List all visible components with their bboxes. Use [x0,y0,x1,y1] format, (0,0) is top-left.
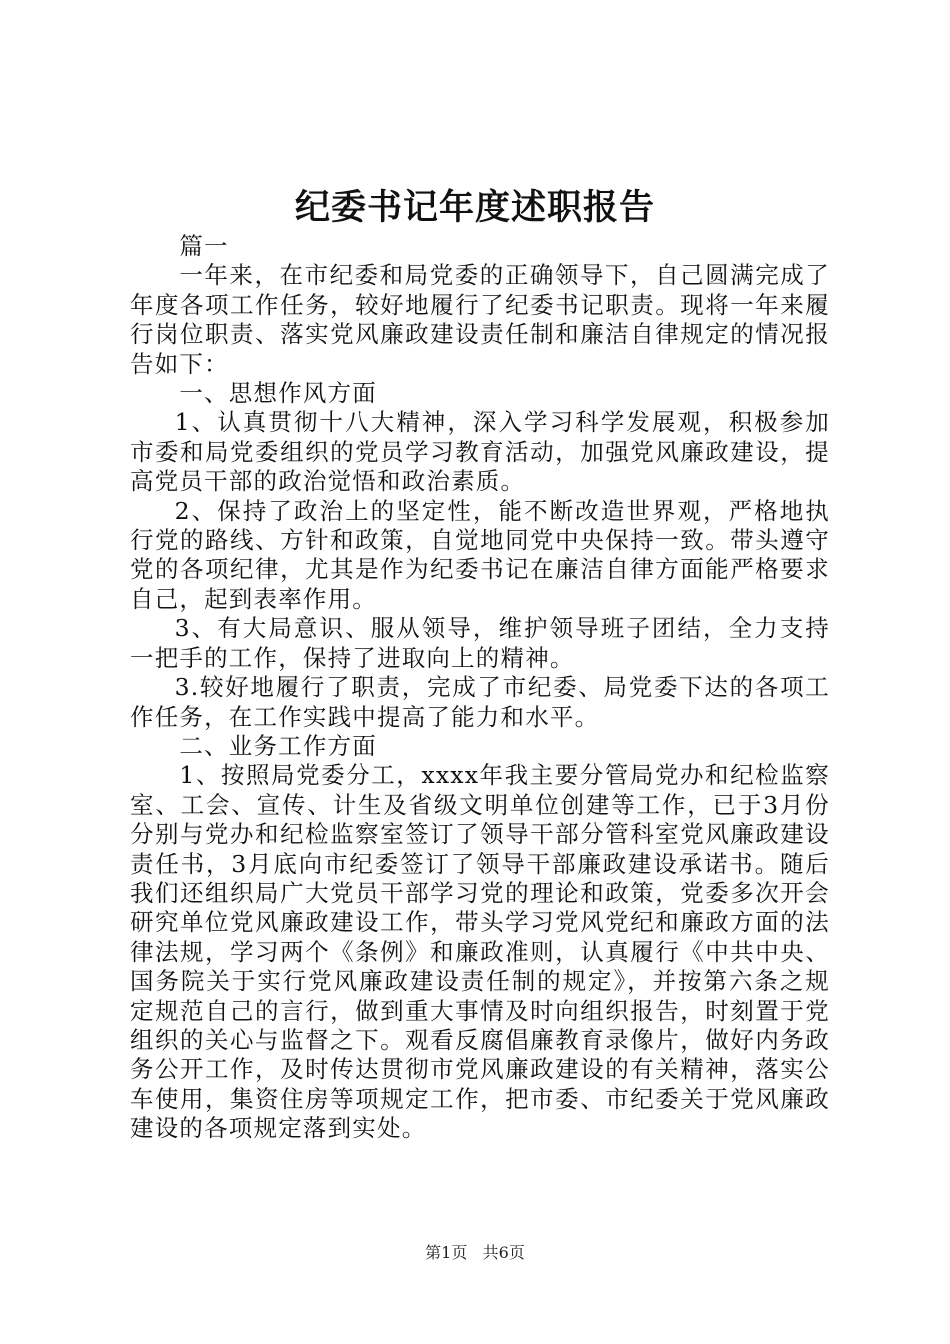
page-separator [472,1243,477,1262]
section-label: 篇一 [179,232,229,260]
intro-paragraph: 一年来，在市纪委和局党委的正确领导下，自己圆满完成了年度各项工作任务，较好地履行了纪委书记职责。现将一年来履行岗位职责、落实党风廉政建设责任制和廉洁自律规定的情况报告如下： [130,261,830,378]
paragraph-item-1: 1、认真贯彻十八大精神，深入学习科学发展观，积极参加市委和局党委组织的党员学习教育活动，加强党风廉政建设，提高党员干部的政治觉悟和政治素质。 [130,408,830,496]
paragraph-item-3b: 3.较好地履行了职责，完成了市纪委、局党委下达的各项工作任务，在工作实践中提高了能力和水平。 [130,673,830,731]
heading-business-work: 二、业务工作方面 [179,731,377,760]
page-number: 第1页 [425,1243,468,1262]
paragraph-item-2: 2、保持了政治上的坚定性，能不断改造世界观，严格地执行党的路线、方针和政策，自觉地同党中央保持一致。带头遵守党的各项纪律，尤其是作为纪委书记在廉洁自律方面能严格要求自己，起到表率作用。 [130,496,830,613]
paragraph-item-3: 3、有大局意识、服从领导，维护领导班子团结，全力支持一把手的工作，保持了进取向上的精神。 [130,614,830,672]
paragraph-business-1: 1、按照局党委分工，xxxx年我主要分管局党办和纪检监察室、工会、宣传、计生及省级文明单位创建等工作，已于3月份分别与党办和纪检监察室签订了领导干部分管科室党风廉政建设责任书，3月底向市纪委签订了领导干部廉政建设承诺书。随后我们还组织局广大党员干部学习党的理论和政策，党委多次开会研究单位党风廉政建设工作，带头学习党风党纪和廉政方面的法律法规，学习两个《条例》和廉政准则，认真履行《中共中央、国务院关于实行党风廉政建设责任制的规定》，并按第六条之规定规范自己的言行，做到重大事情及时向组织报告，时刻置于党组织的关心与监督之下。观看反腐倡廉教育录像片，做好内务政务公开工作，及时传达贯彻市党风廉政建设的有关精神，落实公车使用，集资住房等项规定工作，把市委、市纪委关于党风廉政建设的各项规定落到实处。 [130,761,830,1143]
document-title: 纪委书记年度述职报告 [294,187,655,228]
page-footer [0,1242,950,1264]
page-total: 共6页 [482,1243,525,1262]
document-body [130,232,830,1144]
heading-thought-style: 一、思想作风方面 [179,379,377,408]
